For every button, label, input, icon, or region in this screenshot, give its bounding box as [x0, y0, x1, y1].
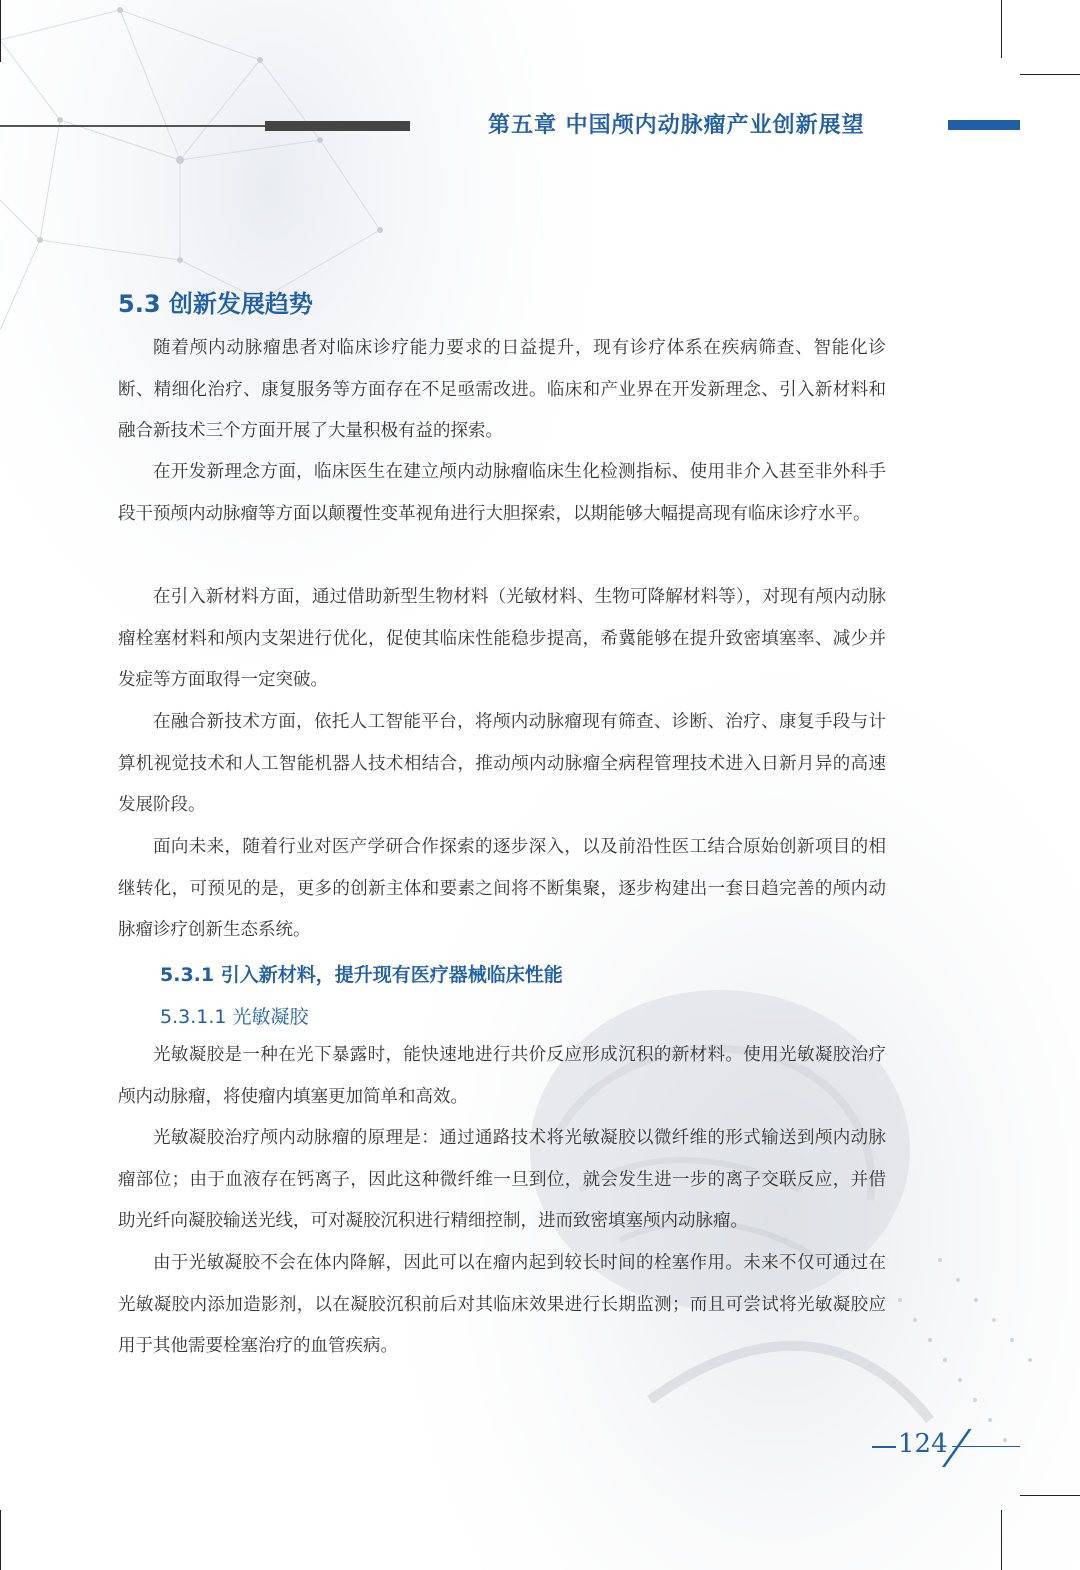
crop-mark: [1001, 1510, 1002, 1570]
page-number-dash: [872, 1446, 896, 1448]
crop-mark: [1020, 74, 1080, 75]
paragraph: 随着颅内动脉瘤患者对临床诊疗能力要求的日益提升，现有诊疗体系在疾病筛查、智能化诊断、精细化治疗、康复服务等方面存在不足亟需改进。临床和产业界在开发新理念、引入新材料和融合新技术三个方面开展了大量积极有益的探索。: [118, 338, 886, 441]
page-number-rule: [952, 1446, 1020, 1447]
crop-mark: [0, 0, 1, 62]
section-title: 5.3 创新发展趋势: [118, 290, 313, 318]
header-rule-left-thick: [265, 121, 410, 131]
page-number-block: [870, 1425, 1020, 1475]
subsection-title: 5.3.1 引入新材料，提升现有医疗器械临床性能: [160, 964, 563, 986]
paragraph: 由于光敏凝胶不会在体内降解，因此可以在瘤内起到较长时间的栓塞作用。未来不仅可通过在光敏凝胶内添加造影剂，以在凝胶沉积前后对其临床效果进行长期监测；而且可尝试将光敏凝胶应用于其他需要栓塞治疗的血管疾病。: [118, 1253, 886, 1356]
paragraph: 在开发新理念方面，临床医生在建立颅内动脉瘤临床生化检测指标、使用非介入甚至非外科手段干预颅内动脉瘤等方面以颠覆性变革视角进行大胆探索，以期能够大幅提高现有临床诊疗水平。: [118, 462, 886, 524]
paragraph: 光敏凝胶是一种在光下暴露时，能快速地进行共价反应形成沉积的新材料。使用光敏凝胶治疗颅内动脉瘤，将使瘤内填塞更加简单和高效。: [118, 1045, 886, 1107]
crop-mark: [1001, 0, 1002, 58]
crop-mark: [0, 1510, 1, 1570]
crop-mark: [1020, 1495, 1080, 1496]
chapter-title: 第五章 中国颅内动脉瘤产业创新展望: [488, 113, 865, 138]
page-number: 124: [898, 1429, 948, 1459]
subsubsection-title: 5.3.1.1 光敏凝胶: [160, 1006, 309, 1028]
paragraph: 面向未来，随着行业对医产学研合作探索的逐步深入，以及前沿性医工结合原始创新项目的相继转化，可预见的是，更多的创新主体和要素之间将不断集聚，逐步构建出一套日趋完善的颅内动脉瘤诊疗创新生态系统。: [118, 837, 886, 940]
header-rule-right: [948, 120, 1020, 130]
header-rule-left: [0, 125, 265, 127]
paragraph: 在引入新材料方面，通过借助新型生物材料（光敏材料、生物可降解材料等），对现有颅内动脉瘤栓塞材料和颅内支架进行优化，促使其临床性能稳步提高，希冀能够在提升致密填塞率、减少并发症等方面取得一定突破。: [118, 587, 886, 690]
paragraph: 在融合新技术方面，依托人工智能平台，将颅内动脉瘤现有筛查、诊断、治疗、康复手段与计算机视觉技术和人工智能机器人技术相结合，推动颅内动脉瘤全病程管理技术进入日新月异的高速发展阶段。: [118, 712, 886, 815]
paragraph: 光敏凝胶治疗颅内动脉瘤的原理是：通过通路技术将光敏凝胶以微纤维的形式输送到颅内动脉瘤部位；由于血液存在钙离子，因此这种微纤维一旦到位，就会发生进一步的离子交联反应，并借助光纤向凝胶输送光线，可对凝胶沉积进行精细控制，进而致密填塞颅内动脉瘤。: [118, 1128, 886, 1231]
